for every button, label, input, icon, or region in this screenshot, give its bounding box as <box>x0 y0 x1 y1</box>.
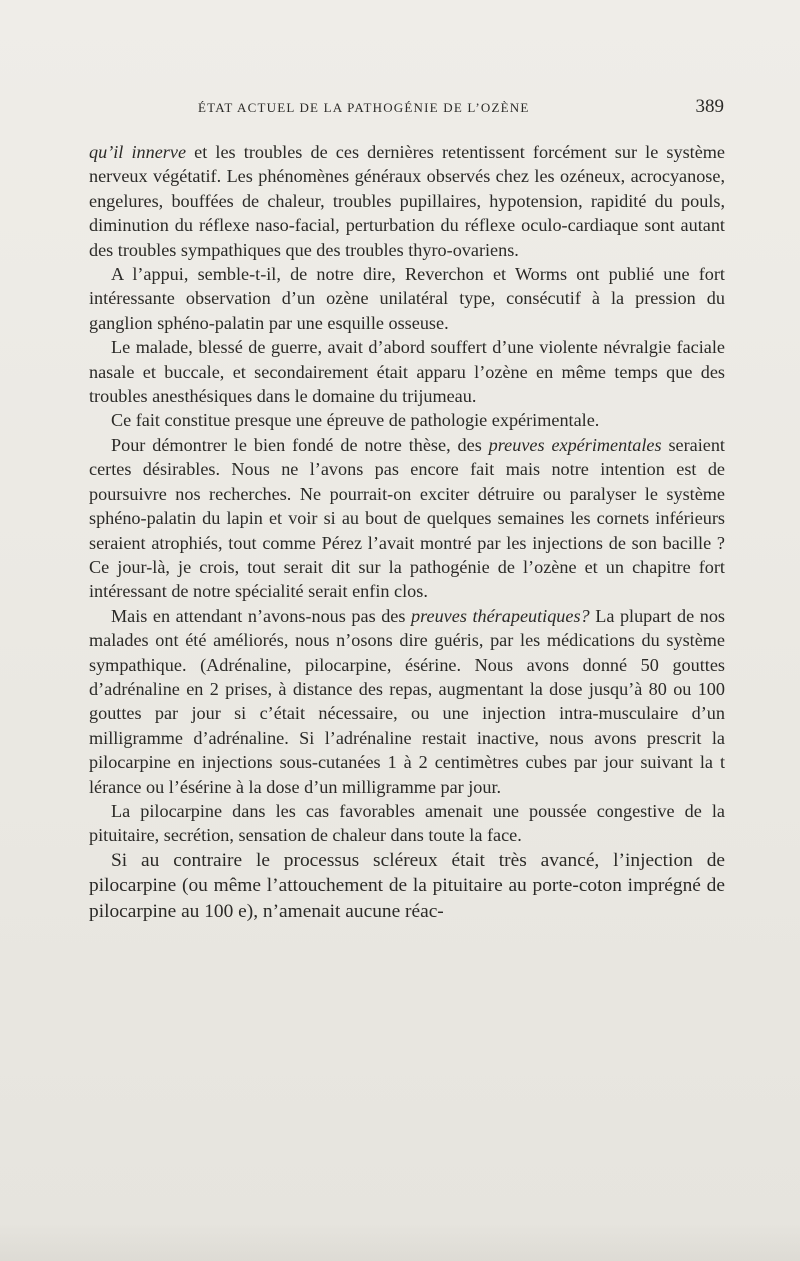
paragraph-1-segment-1: qu’il innerve <box>89 142 187 162</box>
paragraph-5-segment-3: seraient certes désirables. Nous ne l’avons pas encore fait mais notre intention est de poursuivre nos recherches. Ne pourrait-on exciter détruire ou paralyser le système sphéno-palatin du lapin et voir si au bout de quelques semaines les cornets inférieurs seraient atrophiés, tout comme Pérez l’avait montré par les injections de son bacille ? Ce jour-là, je crois, tout serait dit sur la pathogénie de l’ozène et un chapitre fort intéressant de notre spécialité serait enfin clos. <box>89 434 725 602</box>
running-title: ÉTAT ACTUEL DE LA PATHOGÉNIE DE L’OZÈNE <box>198 100 530 115</box>
paragraph-5-segment-1: Pour démontrer le bien fondé de notre thèse, des <box>111 434 489 455</box>
paragraph-3-segment-1: Le malade, blessé de guerre, avait d’abord souffert d’une violente névralgie faciale nasale et buccale, et secondairement était apparu l’ozène en même temps que des troubles anesthésiques dans le domaine du trijumeau. <box>89 337 725 407</box>
paragraph-4 <box>89 408 725 432</box>
paragraph-6-segment-3: La plupart de nos malades ont été améliorés, nous n’osons dire guéris, par les médications du système sympathique. (Adrénaline, pilocarpine, ésérine. Nous avons donné 50 gouttes d’adrénaline en 2 prises, à distance des repas, augmentant la dose jusqu’à 80 ou 100 gouttes par jour si c’était nécessaire, ou une injection intra-musculaire d’un milligramme d’adrénaline. Si l’adrénaline restait inactive, nous avons prescrit la pilocarpine en injections sous-cutanées 1 à 2 centimètres cubes par jour suivant la t lérance ou l’ésérine à la dose d’un milligramme par jour. <box>89 605 726 797</box>
paragraph-6-segment-2: preuves thérapeutiques? <box>411 605 590 626</box>
paragraph-2 <box>89 262 725 335</box>
page-edge-shadow <box>0 1221 800 1261</box>
paragraph-7 <box>89 799 725 848</box>
paragraph-5-segment-2: preuves expérimentales <box>488 434 662 455</box>
paragraph-5 <box>89 433 725 604</box>
paragraph-3 <box>89 335 725 408</box>
paragraph-2-segment-1: A l’appui, semble-t-il, de notre dire, Reverchon et Worms ont publié une fort intéressante observation d’un ozène unilatéral type, consécutif à la pression du ganglion sphéno-palatin par une esquille osseuse. <box>89 264 725 333</box>
paragraph-7-segment-1: La pilocarpine dans les cas favorables amenait une poussée congestive de la pituitaire, secrétion, sensation de chaleur dans toute la face. <box>89 800 725 846</box>
paragraph-1 <box>89 140 725 262</box>
paragraph-1-segment-2: et les troubles de ces dernières retentissent forcément sur le système nerveux végétatif. Les phénomènes généraux observés chez les ozéneux, acrocyanose, engelures, bouffées de chaleur, troubles pupillaires, hypotension, rapidité du pouls, diminution du réflexe naso-facial, perturbation du réflexe oculo-cardiaque sont autant des troubles sympathiques que des troubles thyro-ovariens. <box>89 142 725 260</box>
paragraph-6 <box>89 604 725 799</box>
running-head <box>90 96 724 122</box>
paragraph-6-segment-1: Mais en attendant n’avons-nous pas des <box>111 605 412 626</box>
page-number: 389 <box>695 96 724 117</box>
paragraph-4-segment-1: Ce fait constitue presque une épreuve de pathologie expérimentale. <box>111 410 600 431</box>
paragraph-8 <box>89 848 725 925</box>
paragraph-8-segment-1: Si au contraire le processus scléreux était très avancé, l’injection de pilocarpine (ou même l’attouchement de la pituitaire au porte-coton imprégné de pilocarpine au 100 e), n’amenait aucune réac- <box>89 849 725 922</box>
body-text <box>89 140 725 924</box>
